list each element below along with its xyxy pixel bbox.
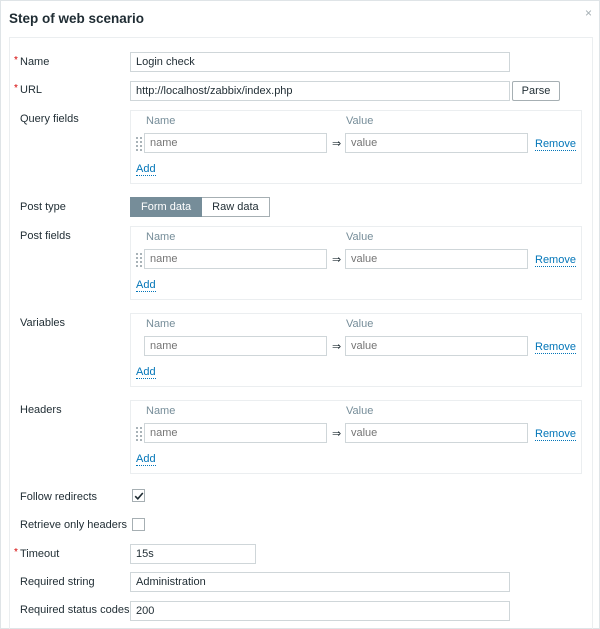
dialog-title: Step of web scenario bbox=[9, 11, 145, 26]
follow-redirects-checkbox[interactable] bbox=[132, 489, 145, 502]
post-fields-label: Post fields bbox=[20, 230, 71, 242]
required-status-codes-label: Required status codes bbox=[20, 604, 130, 616]
drag-handle-icon[interactable] bbox=[136, 136, 142, 152]
url-label bbox=[14, 83, 43, 96]
headers-table bbox=[130, 400, 582, 474]
arrow-icon: ⇒ bbox=[332, 138, 342, 150]
variable-add-link[interactable]: Add bbox=[136, 366, 156, 378]
drag-handle-icon[interactable] bbox=[136, 426, 142, 442]
post-add-link[interactable]: Add bbox=[136, 279, 156, 291]
url-label-text: URL bbox=[20, 84, 43, 96]
post-value-input[interactable] bbox=[345, 249, 528, 269]
variables-table bbox=[130, 313, 582, 387]
header-name-input[interactable] bbox=[144, 423, 327, 443]
name-input[interactable] bbox=[130, 52, 510, 72]
follow-redirects-label: Follow redirects bbox=[20, 491, 98, 503]
variable-name-input[interactable] bbox=[144, 336, 327, 356]
form-body bbox=[9, 37, 593, 629]
variables-label: Variables bbox=[20, 317, 66, 329]
header-add-link[interactable]: Add bbox=[136, 453, 156, 465]
timeout-label-text: Timeout bbox=[20, 548, 60, 560]
query-add-link[interactable]: Add bbox=[136, 163, 156, 175]
col-value-header: Value bbox=[346, 115, 374, 127]
arrow-icon: ⇒ bbox=[332, 341, 342, 353]
headers-label: Headers bbox=[20, 404, 62, 416]
variable-remove-link[interactable]: Remove bbox=[535, 341, 576, 353]
name-label-text: Name bbox=[20, 56, 50, 68]
required-marker: * bbox=[14, 83, 18, 94]
post-type-segmented bbox=[130, 197, 270, 217]
query-fields-table bbox=[130, 110, 582, 184]
required-marker: * bbox=[14, 55, 18, 66]
post-type-label: Post type bbox=[20, 201, 66, 213]
required-status-codes-input[interactable] bbox=[130, 601, 510, 621]
query-fields-label: Query fields bbox=[20, 113, 79, 125]
timeout-label bbox=[14, 547, 60, 560]
col-name-header: Name bbox=[146, 231, 176, 243]
col-value-header: Value bbox=[346, 405, 374, 417]
retrieve-only-headers-checkbox[interactable] bbox=[132, 518, 145, 531]
retrieve-only-headers-label: Retrieve only headers bbox=[20, 519, 128, 531]
post-type-raw-data[interactable]: Raw data bbox=[202, 197, 269, 217]
close-icon[interactable]: × bbox=[584, 6, 592, 20]
query-remove-link[interactable]: Remove bbox=[535, 138, 576, 150]
url-input[interactable] bbox=[130, 81, 510, 101]
col-name-header: Name bbox=[146, 405, 176, 417]
col-name-header: Name bbox=[146, 115, 176, 127]
arrow-icon: ⇒ bbox=[332, 254, 342, 266]
variable-value-input[interactable] bbox=[345, 336, 528, 356]
required-string-label: Required string bbox=[20, 576, 95, 588]
timeout-input[interactable] bbox=[130, 544, 256, 564]
post-name-input[interactable] bbox=[144, 249, 327, 269]
required-string-input[interactable] bbox=[130, 572, 510, 592]
query-name-input[interactable] bbox=[144, 133, 327, 153]
post-fields-table bbox=[130, 226, 582, 300]
col-value-header: Value bbox=[346, 231, 374, 243]
col-name-header: Name bbox=[146, 318, 176, 330]
arrow-icon: ⇒ bbox=[332, 428, 342, 440]
dialog-header bbox=[1, 1, 599, 37]
col-value-header: Value bbox=[346, 318, 374, 330]
required-marker: * bbox=[14, 547, 18, 558]
header-remove-link[interactable]: Remove bbox=[535, 428, 576, 440]
drag-handle-icon[interactable] bbox=[136, 252, 142, 268]
query-value-input[interactable] bbox=[345, 133, 528, 153]
post-remove-link[interactable]: Remove bbox=[535, 254, 576, 266]
header-value-input[interactable] bbox=[345, 423, 528, 443]
name-label bbox=[14, 55, 50, 68]
checkmark-icon bbox=[134, 491, 144, 501]
post-type-form-data[interactable]: Form data bbox=[130, 197, 202, 217]
parse-button[interactable]: Parse bbox=[512, 81, 560, 101]
